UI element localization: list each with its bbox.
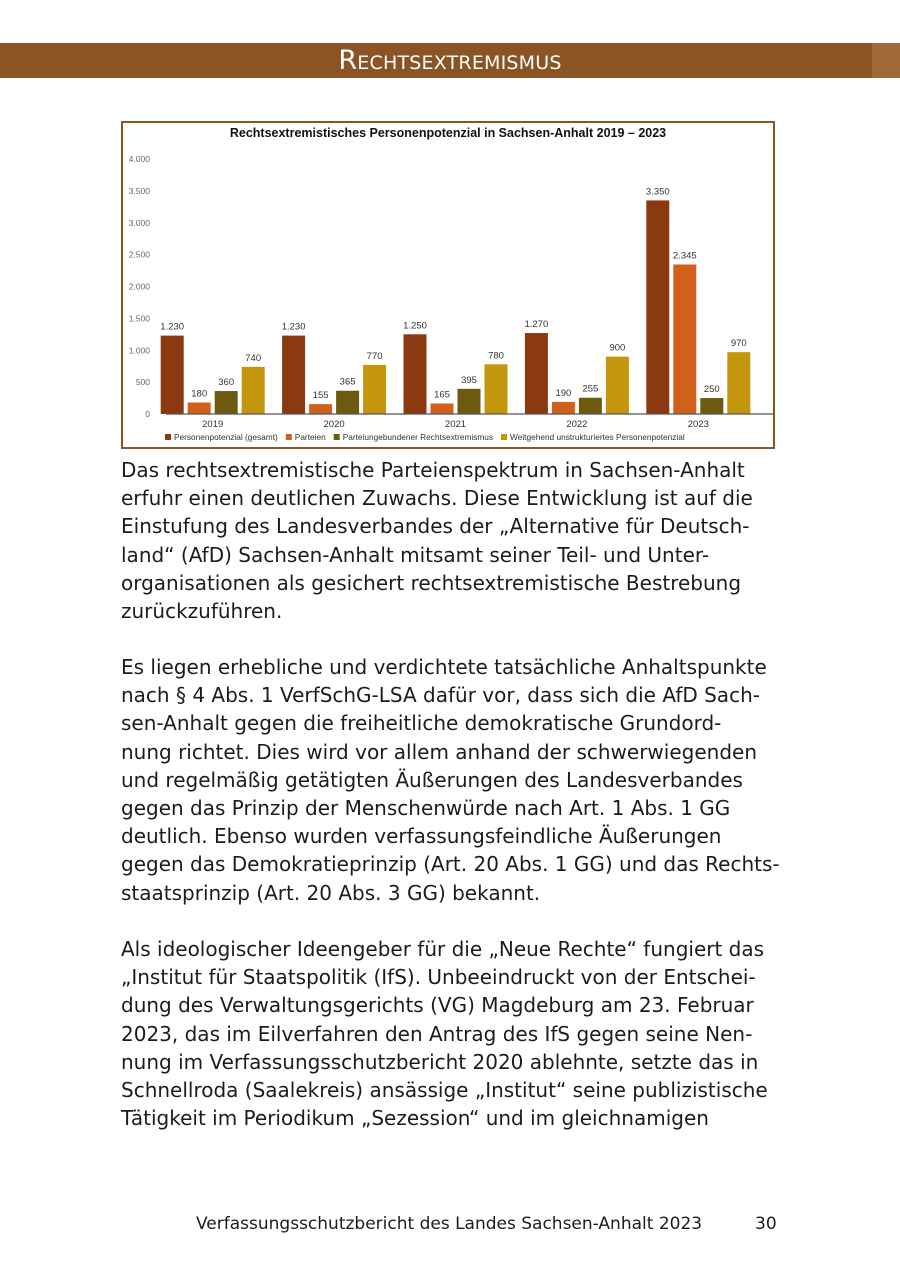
data-label: 165 — [434, 389, 450, 401]
legend-label: Parteiungebundener Rechtsextremismus — [342, 432, 494, 442]
data-label: 255 — [582, 383, 599, 395]
bar — [404, 334, 427, 414]
data-label: 250 — [703, 384, 720, 396]
section-title: Rechtsextremismus — [338, 45, 562, 76]
bar — [646, 200, 669, 414]
paragraph-line: Tätigkeit im Periodikum „Sezession“ und im gleichnamigen — [121, 1106, 709, 1131]
y-tick-label: 3.500 — [128, 185, 150, 196]
paragraph-3 — [121, 935, 801, 1132]
data-label: 780 — [488, 350, 504, 362]
data-label: 395 — [461, 374, 477, 386]
x-tick-label: 2022 — [566, 419, 588, 430]
y-tick-label: 2.000 — [128, 281, 150, 292]
paragraph-line: nung richtet. Dies wird vor allem anhand der schwerwiegenden — [121, 739, 757, 764]
y-tick-label: 1.000 — [128, 345, 150, 356]
legend-swatch — [165, 434, 171, 440]
paragraph-line: „Institut für Staatspolitik (IfS). Unbeeindruckt von der Entschei- — [121, 965, 756, 990]
paragraph-line: gegen das Demokratieprinzip (Art. 20 Abs. 1 GG) und das Rechts- — [121, 852, 780, 877]
bar — [485, 364, 508, 414]
y-tick-label: 1.500 — [128, 313, 150, 324]
paragraph-line: Als ideologischer Ideengeber für die „Neue Rechte“ fungiert das — [121, 937, 765, 961]
chart-title: Rechtsextremistisches Personenpotenzial in Sachsen-Anhalt 2019 – 2023 — [229, 126, 667, 140]
y-tick-label: 4.000 — [128, 154, 150, 164]
chart-frame — [121, 121, 775, 449]
bar — [363, 365, 386, 414]
bar — [336, 391, 359, 414]
y-tick-label: 0 — [145, 409, 150, 419]
paragraph-line: Das rechtsextremistische Parteienspektrum in Sachsen-Anhalt — [121, 458, 745, 482]
bar — [215, 391, 238, 414]
bar — [242, 367, 265, 414]
legend-label: Parteien — [294, 432, 326, 442]
bar — [309, 404, 332, 414]
paragraph-line: land“ (AfD) Sachsen-Anhalt mitsamt seiner Teil- und Unter- — [121, 542, 710, 567]
data-label: 180 — [191, 388, 208, 400]
paragraph-line: sen-Anhalt gegen die freiheitliche demokratische Grundord- — [121, 711, 722, 736]
paragraph-line: deutlich. Ebenso wurden verfassungsfeindliche Äußerungen — [121, 824, 722, 849]
bar — [458, 389, 481, 414]
bar — [282, 336, 305, 414]
bar — [431, 403, 454, 414]
legend-label: Weitgehend unstrukturiertes Personenpotenzial — [510, 432, 685, 442]
bar-chart — [123, 123, 773, 447]
legend-swatch — [286, 434, 292, 440]
data-label: 155 — [312, 390, 329, 402]
data-label: 360 — [218, 377, 235, 389]
paragraph-line: Es liegen erhebliche und verdichtete tatsächliche Anhaltspunkte — [121, 655, 767, 679]
legend-label: Personenpotenzial (gesamt) — [174, 432, 278, 442]
data-label: 900 — [609, 342, 626, 354]
bar — [579, 398, 602, 414]
data-label: 1.230 — [281, 321, 306, 333]
paragraph-2 — [121, 653, 801, 907]
legend-swatch — [334, 434, 340, 440]
bar — [525, 333, 548, 414]
paragraph-line: dung des Verwaltungsgerichts (VG) Magdeburg am 23. Februar — [121, 993, 754, 1018]
bar — [188, 403, 211, 414]
paragraph-line: staatsprinzip (Art. 20 Abs. 3 GG) bekannt. — [121, 880, 541, 905]
page-number: 30 — [755, 1214, 777, 1234]
data-label: 190 — [555, 387, 572, 399]
paragraph-line: Einstufung des Landesverbandes der „Alternative für Deutsch- — [121, 514, 750, 539]
footer-text: Verfassungsschutzbericht des Landes Sachsen-Anhalt 2023 — [196, 1214, 703, 1234]
x-tick-label: 2023 — [687, 419, 709, 430]
data-label: 2.345 — [672, 250, 697, 262]
bar — [552, 402, 575, 414]
x-tick-label: 2020 — [323, 419, 345, 430]
data-label: 1.230 — [160, 321, 185, 333]
paragraph-line: zurückzuführen. — [121, 599, 283, 624]
paragraph-line: Schnellroda (Saalekreis) ansässige „Institut“ seine publizistische — [121, 1078, 768, 1103]
y-tick-label: 2.500 — [128, 249, 150, 260]
paragraph-line: erfuhr einen deutlichen Zuwachs. Diese Entwicklung ist auf die — [121, 486, 753, 511]
paragraph-line: gegen das Prinzip der Menschenwürde nach Art. 1 Abs. 1 GG — [121, 796, 731, 821]
paragraph-line: nung im Verfassungsschutzbericht 2020 ablehnte, setzte das in — [121, 1049, 759, 1074]
paragraph-line: und regelmäßig getätigten Äußerungen des Landesverbandes — [121, 767, 743, 792]
paragraph-line: 2023, das im Eilverfahren den Antrag des IfS gegen seine Nen- — [121, 1021, 753, 1046]
y-tick-label: 500 — [135, 377, 150, 388]
bar — [161, 336, 184, 414]
data-label: 3.350 — [645, 186, 670, 198]
bar — [727, 352, 750, 414]
data-label: 740 — [245, 352, 262, 364]
bar — [673, 265, 696, 414]
x-tick-label: 2019 — [202, 419, 224, 430]
x-tick-label: 2021 — [444, 419, 467, 430]
bar — [606, 357, 629, 414]
data-label: 770 — [366, 350, 383, 362]
data-label: 1.270 — [524, 319, 549, 331]
data-label: 970 — [730, 338, 747, 350]
paragraph-1 — [121, 456, 801, 625]
y-tick-label: 3.000 — [128, 217, 150, 228]
data-label: 365 — [339, 376, 356, 388]
paragraph-line: organisationen als gesichert rechtsextremistische Bestrebung — [121, 570, 742, 595]
paragraph-line: nach § 4 Abs. 1 VerfSchG-LSA dafür vor, dass sich die AfD Sach- — [121, 683, 760, 708]
data-label: 1.250 — [403, 320, 427, 332]
legend-swatch — [501, 434, 507, 440]
bar — [700, 398, 723, 414]
